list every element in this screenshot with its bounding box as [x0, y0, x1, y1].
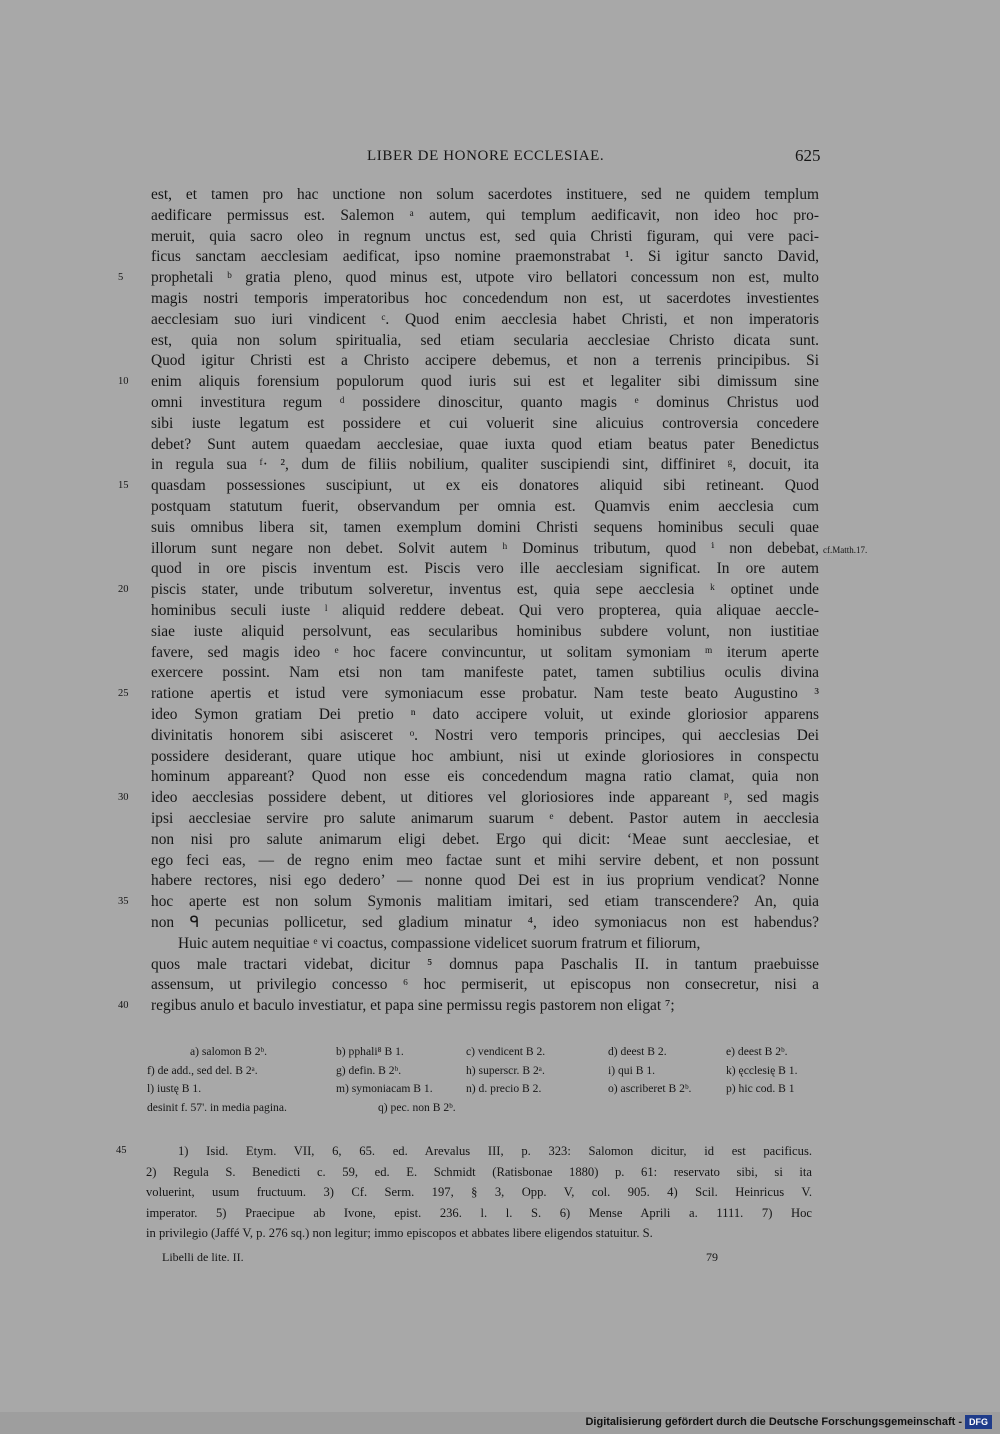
apparatus-note: p) hic cod. B 1 [726, 1082, 795, 1095]
text-line: hoc aperte est non solum Symonis malitiam imitari, sed etiam transcendere? An, quia [151, 893, 819, 911]
footer-bar [0, 1412, 1000, 1434]
line-number: 15 [118, 480, 129, 492]
apparatus-note: b) pphali⁸ B 1. [336, 1045, 404, 1058]
text-line: assensum, ut privilegio concesso ⁶ hoc permiserit, ut episcopus non consecretur, nisi a [151, 976, 819, 994]
text-line: ipsi aecclesiae servire pro salute animarum suarum ᵉ debent. Pastor autem in aecclesia [151, 810, 819, 827]
apparatus-note: l) iustę B 1. [147, 1082, 202, 1095]
text-line: habere rectores, nisi ego dedero’ — nonne quod Dei est in ius proprium vendicat? Nonne [151, 872, 819, 890]
text-line: non ᑫ pecunias pollicetur, sed gladium minatur ⁴, ideo symoniacus non est habendus? [151, 914, 819, 931]
text-line: regibus anulo et baculo investiatur, et papa sine permissu regis pastorem non eligat ⁷; [151, 997, 675, 1015]
text-line: Huic autem nequitiae ᵉ vi coactus, compassione videlicet suorum fratrum et filiorum, [178, 934, 701, 952]
text-line: est, quia non solum spiritualia, sed etiam secularia aecclesiae Christo dicata sunt. [151, 331, 819, 349]
text-line: ficus sanctam aecclesiam aedificat, ipso nomine praemonstrabat ¹. Si igitur sancto David, [151, 248, 819, 266]
apparatus-note: g) defin. B 2ᵇ. [336, 1063, 402, 1077]
text-line: sibi iuste legatum est possidere et cui voluerit sine alicuius controversia concedere [151, 414, 819, 432]
text-line: meruit, quia sacro oleo in regnum unctus est, sed quia Christi figuram, qui vere paci- [151, 227, 819, 245]
footnote-line: 1) Isid. Etym. VII, 6, 65. ed. Arevalus III, p. 323: Salomon dicitur, id est pacificus. [178, 1144, 812, 1158]
text-line: hominum appareant? Quod non esse eis concedendum magna ratio clamat, quia non [151, 768, 819, 786]
text-line: possidere desiderant, quare utique hoc ambiunt, nisi ut exinde gloriosiores in conspectu [151, 747, 819, 765]
text-line: enim aliquis forensium populorum quod iuris sui est et legaliter sibi dimissum sine [151, 373, 819, 391]
text-line: Quod igitur Christi est a Christo accipere debemus, et non a terrenis principibus. Si [151, 352, 819, 370]
line-number: 25 [118, 688, 129, 700]
text-line: prophetali ᵇ gratia pleno, quod minus est, utpote viro bellatori concessum non est, multo [151, 269, 819, 287]
text-line: siae iuste aliquid persolvunt, eas secularibus hominibus subdere volunt, non iustitiae [151, 622, 819, 640]
apparatus-note: i) qui B 1. [608, 1063, 656, 1077]
apparatus-note: m) symoniacam B 1. [336, 1082, 433, 1095]
text-line: hominibus seculi iuste ˡ aliquid reddere debeat. Qui vero propterea, quia aliquae aeccle- [151, 602, 819, 619]
text-line: in regula sua ᶠ· ², dum de filiis nobilium, qualiter suscipiendi sint, diffiniret ᵍ, docuit, ita [151, 456, 819, 474]
text-line: ego feci eas, — de regno enim meo factae sunt et mihi servire debent, et non possunt [151, 851, 819, 869]
text-line: ideo aecclesias possidere debent, ut ditiores vel gloriosiores inde appareant ᵖ, sed magis [151, 789, 819, 807]
margin-note: cf.Matth.17. [823, 545, 868, 555]
text-line: postquam statutum fuerit, observandum per omnia est. Quamvis enim aecclesia cum [151, 498, 819, 515]
line-number: 5 [118, 272, 124, 284]
footnote-line: 2) Regula S. Benedicti c. 59, ed. E. Schmidt (Ratisbonae 1880) p. 61: reservato sibi, si ita [146, 1164, 812, 1179]
line-number: 30 [118, 792, 129, 804]
text-line: piscis stater, unde tributum solveretur, inventus est, quia sepe aecclesia ᵏ optinet unde [151, 581, 819, 599]
text-line: aecclesiam suo iuri vindicent ᶜ. Quod enim aecclesia habet Christi, et non imperatoris [151, 310, 819, 328]
apparatus-note: e) deest B 2ᵇ. [726, 1045, 788, 1058]
apparatus-note: n) d. precio B 2. [466, 1082, 542, 1095]
text-line: illorum sunt negare non debet. Solvit autem ʰ Dominus tributum, quod ⁱ non debebat, [151, 539, 819, 557]
line-number: 10 [118, 376, 129, 388]
text-line: exercere possint. Nam etsi non tam manifeste patet, tamen subtilius oculis divina [151, 664, 819, 682]
apparatus-note: f) de add., sed del. B 2ᵃ. [147, 1063, 258, 1077]
text-line: quasdam possessiones suscipiunt, ut ex eis donatores aliquid sibi retineant. Quod [151, 477, 819, 495]
apparatus-note: o) ascriberet B 2ᵇ. [608, 1082, 692, 1095]
page-number: 625 [795, 146, 821, 165]
text-line: divinitatis honorem sibi asisceret ᵒ. Nostri vero temporis principes, qui aecclesias Dei [151, 726, 819, 744]
line-number: 40 [118, 1000, 129, 1012]
apparatus-note: desinit f. 57'. in media pagina. [147, 1100, 287, 1114]
funding-credit: Digitalisierung gefördert durch die Deutsche Forschungsgemeinschaft - [585, 1416, 962, 1428]
text-line: quod in ore piscis inventum est. Piscis vero ille aecclesiam significat. In ore autem [151, 560, 819, 578]
line-number: 35 [118, 896, 129, 908]
text-line: favere, sed magis ideo ᵉ hoc facere convincuntur, ut solitam symoniam ᵐ iterum aperte [151, 643, 819, 661]
footnote-line-number: 45 [116, 1145, 127, 1156]
apparatus-note: d) deest B 2. [608, 1045, 667, 1058]
text-line: suis omnibus libera sit, tamen exemplum domini Christi sequens hominibus seculi quae [151, 518, 819, 536]
text-line: non nisi pro salute animarum eligi debet. Ergo qui dicit: ‘Meae sunt aecclesiae, et [151, 830, 819, 848]
book-signature: Libelli de lite. II. [162, 1250, 244, 1264]
footnote-line: in privilegio (Jaffé V, p. 276 sq.) non legitur; immo episcopos et abbates libere eligendos statuitur. S. [146, 1226, 653, 1241]
apparatus-note: q) pec. non B 2ᵇ. [378, 1100, 456, 1114]
footnote-line: imperator. 5) Praecipue ab Ivone, epist. 236. l. l. S. 6) Mense Aprili a. 1111. 7) Hoc [146, 1205, 812, 1220]
apparatus-note: c) vendicent B 2. [466, 1045, 546, 1058]
footnote-line: voluerint, usum fructuum. 3) Cf. Serm. 197, § 3, Opp. V, col. 905. 4) Scil. Heinricus V. [146, 1185, 812, 1200]
text-line: quos male tractari videbat, dicitur ⁵ domnus papa Paschalis II. in tantum praebuisse [151, 955, 819, 973]
text-line: ideo Symon gratiam Dei pretio ⁿ dato accipere voluit, ut exinde gloriosior apparens [151, 706, 819, 723]
text-line: est, et tamen pro hac unctione non solum sacerdotes instituere, sed ne quidem templum [151, 186, 819, 203]
apparatus-note: k) ęcclesię B 1. [726, 1063, 798, 1077]
text-line: omni investitura regum ᵈ possidere dinoscitur, quanto magis ᵉ dominus Christus uod [151, 394, 819, 411]
dfg-logo: DFG [965, 1415, 992, 1429]
apparatus-note: a) salomon B 2ᵇ. [190, 1045, 268, 1058]
text-line: ratione apertis et istud vere symoniacum esse probatur. Nam teste beato Augustino ³ [151, 685, 819, 703]
text-line: aedificare permissus est. Salemon ᵃ autem, qui templum aedificavit, non ideo hoc pro- [151, 206, 819, 224]
sheet-signature: 79 [706, 1250, 718, 1264]
text-line: magis nostri temporis imperatoribus hoc concedendum non est, ut sacerdotes investientes [151, 290, 819, 307]
line-number: 20 [118, 584, 129, 596]
text-line: debet? Sunt autem quaedam aecclesiae, quae iuxta quod etiam beatus pater Benedictus [151, 435, 819, 453]
running-head: LIBER DE HONORE ECCLESIAE. [367, 148, 605, 164]
apparatus-note: h) superscr. B 2ᵃ. [466, 1063, 545, 1077]
